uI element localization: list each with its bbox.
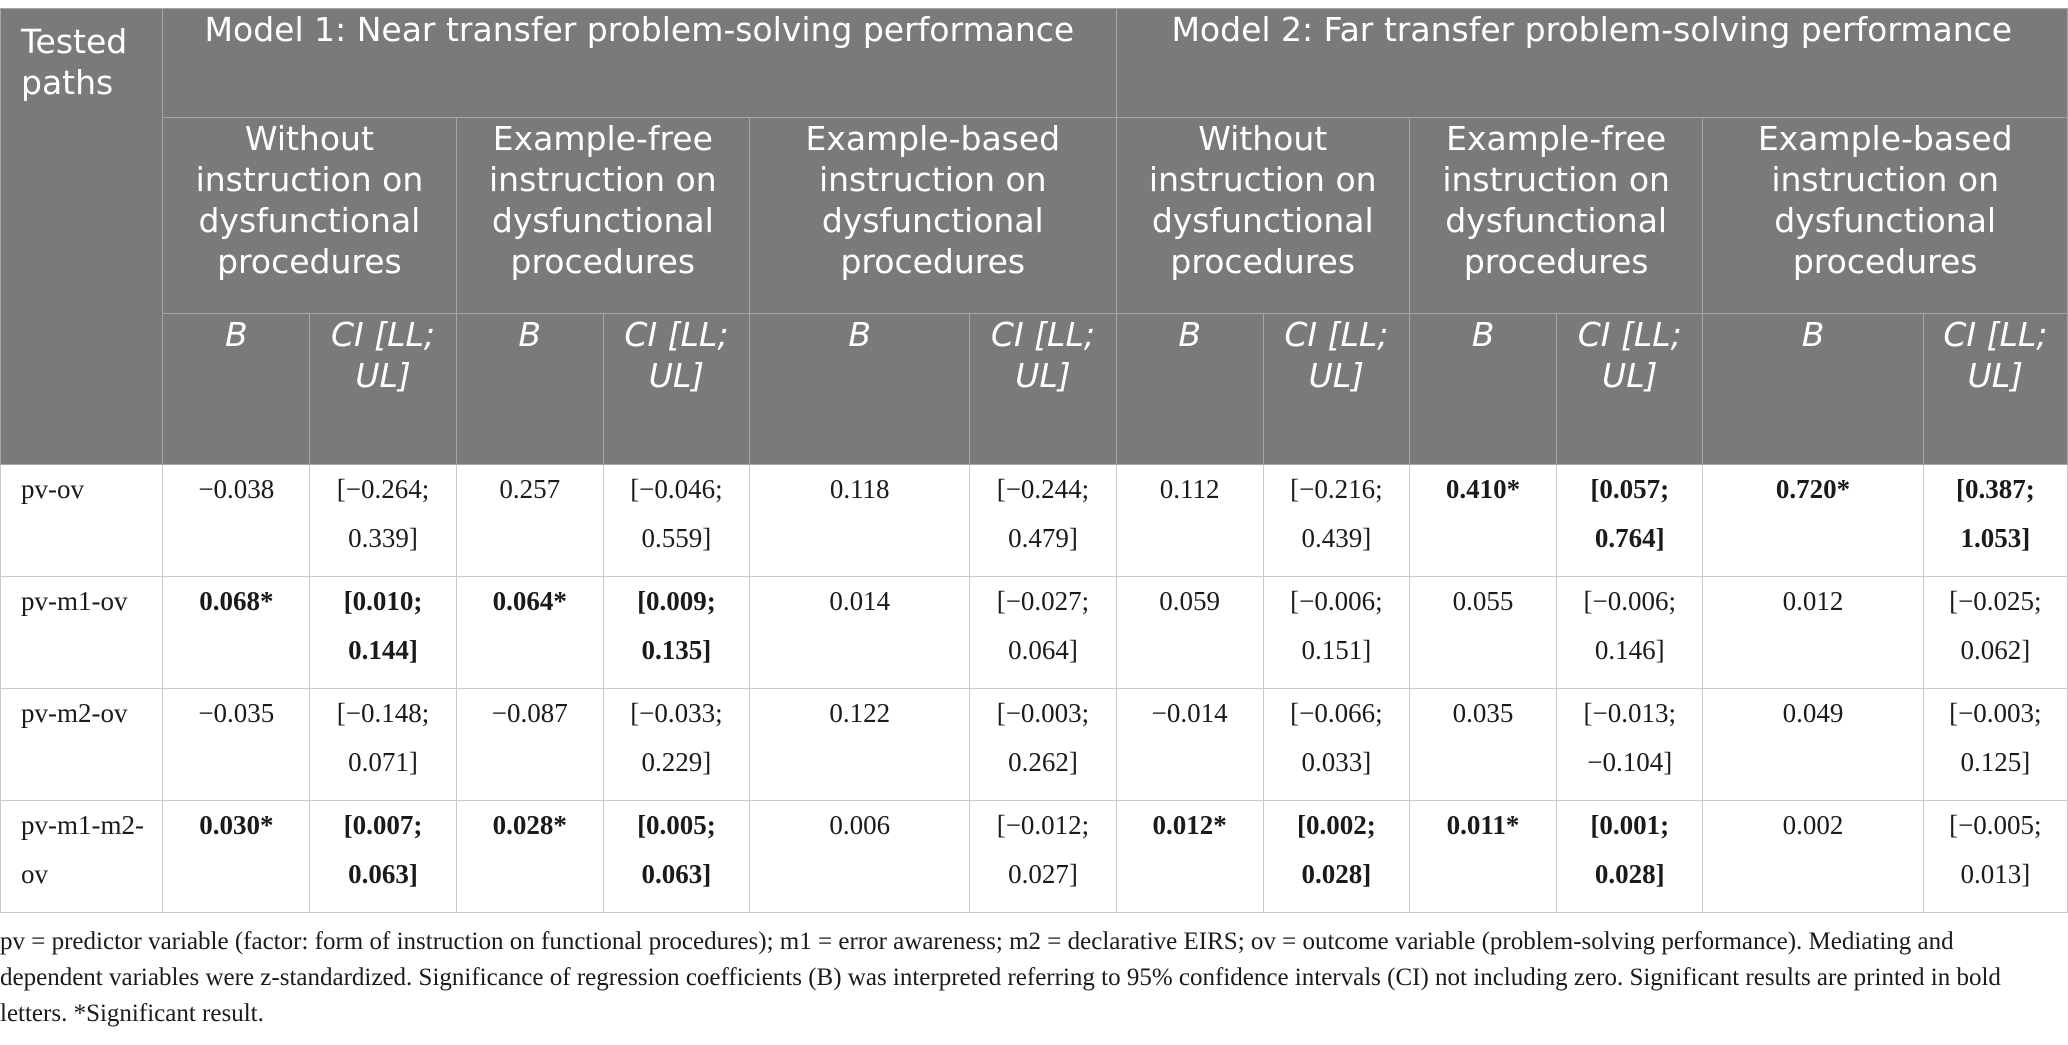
condition-header: Without instruction on dysfunctional procedures — [163, 118, 456, 314]
ci-value-cell: [−0.264; 0.339] — [310, 465, 456, 577]
b-value-cell: −0.087 — [456, 689, 603, 801]
ci-value-cell: [−0.244; 0.479] — [970, 465, 1116, 577]
results-table — [0, 8, 2068, 913]
b-value-cell: −0.014 — [1116, 689, 1263, 801]
table-row — [1, 801, 2068, 913]
b-value-cell: 0.011* — [1409, 801, 1556, 913]
ci-column-header: CI [LL; UL] — [1557, 314, 1703, 465]
table-row — [1, 577, 2068, 689]
ci-value-cell: [0.005; 0.063] — [603, 801, 749, 913]
b-value-cell: 0.257 — [456, 465, 603, 577]
model1-header: Model 1: Near transfer problem-solving performance — [163, 9, 1116, 118]
ci-value-cell: [−0.046; 0.559] — [603, 465, 749, 577]
b-value-cell: 0.059 — [1116, 577, 1263, 689]
condition-header: Example-based instruction on dysfunctional procedures — [750, 118, 1117, 314]
ci-column-header: CI [LL; UL] — [970, 314, 1116, 465]
path-label: pv-m1-ov — [1, 577, 163, 689]
condition-header: Example-based instruction on dysfunctional procedures — [1703, 118, 2068, 314]
b-column-header: B — [1116, 314, 1263, 465]
b-value-cell: 0.049 — [1703, 689, 1923, 801]
ci-value-cell: [0.007; 0.063] — [310, 801, 456, 913]
ci-value-cell: [0.001; 0.028] — [1557, 801, 1703, 913]
ci-value-cell: [0.387; 1.053] — [1923, 465, 2067, 577]
table-row — [1, 465, 2068, 577]
path-label: pv-ov — [1, 465, 163, 577]
b-column-header: B — [456, 314, 603, 465]
condition-header: Example-free instruction on dysfunctional procedures — [456, 118, 749, 314]
ci-value-cell: [0.057; 0.764] — [1557, 465, 1703, 577]
table-row — [1, 689, 2068, 801]
ci-value-cell: [−0.066; 0.033] — [1263, 689, 1409, 801]
b-column-header: B — [163, 314, 310, 465]
b-column-header: B — [1409, 314, 1556, 465]
b-value-cell: 0.012 — [1703, 577, 1923, 689]
b-value-cell: 0.035 — [1409, 689, 1556, 801]
ci-column-header: CI [LL; UL] — [603, 314, 749, 465]
b-value-cell: 0.030* — [163, 801, 310, 913]
ci-value-cell: [0.009; 0.135] — [603, 577, 749, 689]
b-value-cell: 0.055 — [1409, 577, 1556, 689]
ci-value-cell: [−0.013; −0.104] — [1557, 689, 1703, 801]
ci-column-header: CI [LL; UL] — [1923, 314, 2067, 465]
b-value-cell: 0.410* — [1409, 465, 1556, 577]
ci-value-cell: [−0.148; 0.071] — [310, 689, 456, 801]
b-value-cell: 0.118 — [750, 465, 970, 577]
ci-value-cell: [−0.003; 0.262] — [970, 689, 1116, 801]
b-value-cell: 0.064* — [456, 577, 603, 689]
b-value-cell: 0.112 — [1116, 465, 1263, 577]
table-footnote: pv = predictor variable (factor: form of instruction on functional procedures); m1 = error awareness; m2 = declarative EIRS; ov = outcome variable (problem-solving performance). Mediating and dependent variables were z-standardized. Significance of regression coefficients (B) was interpreted referring to 95% confidence intervals (CI) not including zero. Significant results are printed in bold letters. *Significant result. — [0, 928, 2001, 1027]
table-body — [1, 465, 2068, 913]
ci-value-cell: [−0.025; 0.062] — [1923, 577, 2067, 689]
ci-value-cell: [−0.006; 0.151] — [1263, 577, 1409, 689]
b-value-cell: 0.014 — [750, 577, 970, 689]
model2-header: Model 2: Far transfer problem-solving performance — [1116, 9, 2067, 118]
b-value-cell: 0.006 — [750, 801, 970, 913]
b-value-cell: 0.028* — [456, 801, 603, 913]
ci-value-cell: [−0.012; 0.027] — [970, 801, 1116, 913]
b-column-header: B — [750, 314, 970, 465]
ci-value-cell: [−0.033; 0.229] — [603, 689, 749, 801]
path-label: pv-m1-m2-ov — [1, 801, 163, 913]
b-value-cell: 0.002 — [1703, 801, 1923, 913]
b-value-cell: 0.068* — [163, 577, 310, 689]
ci-value-cell: [−0.027; 0.064] — [970, 577, 1116, 689]
condition-header: Without instruction on dysfunctional procedures — [1116, 118, 1409, 314]
ci-value-cell: [−0.003; 0.125] — [1923, 689, 2067, 801]
b-column-header: B — [1703, 314, 1923, 465]
b-value-cell: −0.038 — [163, 465, 310, 577]
b-value-cell: 0.122 — [750, 689, 970, 801]
ci-value-cell: [−0.216; 0.439] — [1263, 465, 1409, 577]
b-value-cell: 0.720* — [1703, 465, 1923, 577]
ci-column-header: CI [LL; UL] — [1263, 314, 1409, 465]
tested-paths-header: Tested paths — [1, 9, 163, 465]
ci-value-cell: [0.010; 0.144] — [310, 577, 456, 689]
ci-value-cell: [−0.006; 0.146] — [1557, 577, 1703, 689]
b-value-cell: −0.035 — [163, 689, 310, 801]
ci-value-cell: [−0.005; 0.013] — [1923, 801, 2067, 913]
condition-header: Example-free instruction on dysfunctional procedures — [1409, 118, 1702, 314]
table-header — [1, 9, 2068, 465]
ci-value-cell: [0.002; 0.028] — [1263, 801, 1409, 913]
path-label: pv-m2-ov — [1, 689, 163, 801]
ci-column-header: CI [LL; UL] — [310, 314, 456, 465]
b-value-cell: 0.012* — [1116, 801, 1263, 913]
